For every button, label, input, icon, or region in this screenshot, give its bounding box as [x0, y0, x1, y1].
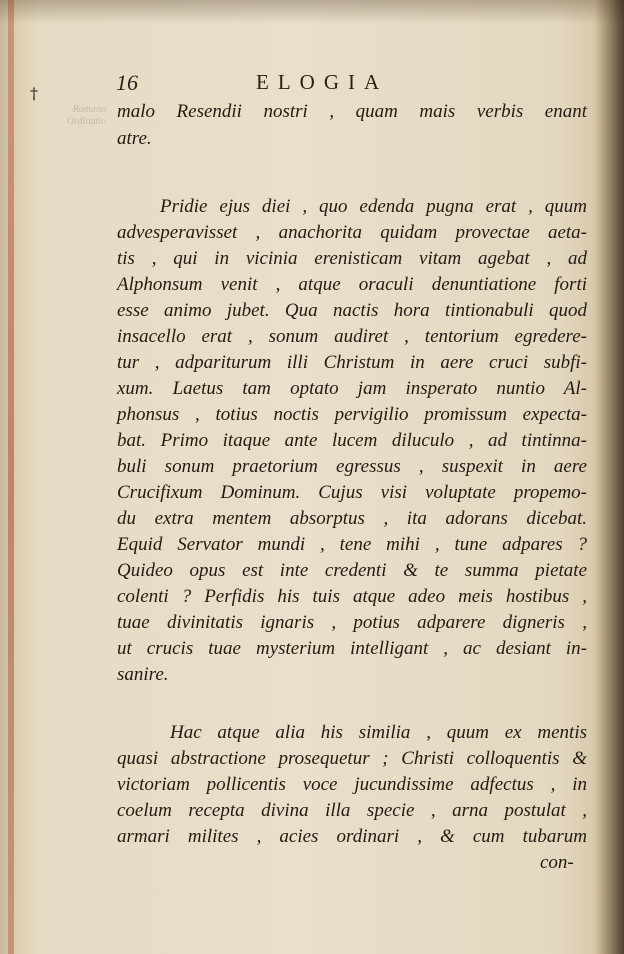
text-line: Equid Servator mundi , tene mihi , tune adpares ? — [117, 534, 587, 555]
page-top-shadow — [0, 0, 624, 24]
text-line: Alphonsum venit , atque oraculi denuntiatione forti — [117, 274, 587, 295]
text-line: xum. Laetus tam optato jam insperato nuntio Al- — [117, 378, 587, 399]
text-line: esse animo jubet. Qua nactis hora tintionabuli quod — [117, 300, 587, 321]
text-line: Crucifixum Dominum. Cujus visi voluptate propemo- — [117, 482, 587, 503]
running-head: ELOGIA — [256, 70, 389, 94]
binding-shadow — [594, 0, 624, 954]
page-number: 16 — [116, 70, 138, 95]
margin-mark: † — [30, 84, 38, 103]
text-line: phonsus , totius noctis pervigilio promissum expecta- — [117, 404, 587, 425]
text-line: advesperavisset , anachorita quidam provectae aeta- — [117, 222, 587, 243]
catchword: con- — [540, 852, 574, 873]
text-line: armari milites , acies ordinari , & cum tubarum — [117, 826, 587, 847]
text-line: du extra mentem absorptus , ita adorans dicebat. — [117, 508, 587, 529]
text-line: colenti ? Perfidis his tuis atque adeo meis hostibus , — [117, 586, 587, 607]
text-line: tis , qui in vicinia erenisticam vitam agebat , ad — [117, 248, 587, 269]
text-line: buli sonum praetorium egressus , suspexit in aere — [117, 456, 587, 477]
ghost-margin-line: Romano — [72, 104, 106, 115]
show-through-margin-note — [26, 104, 106, 128]
text-line: sanire. — [117, 664, 169, 685]
text-line: quasi abstractione prosequetur ; Christi colloquentis & — [117, 748, 587, 769]
ghost-margin-line: Ordinatio — [66, 116, 106, 127]
paragraph-first-line: Hac atque alia his similia , quum ex mentis — [170, 722, 587, 743]
text-line: victoriam pollicentis voce jucundissime adfectus , in — [117, 774, 587, 795]
text-line: coelum recepta divina illa specie , arna postulat , — [117, 800, 587, 821]
paragraph-first-line: Pridie ejus diei , quo edenda pugna erat , quum — [160, 196, 587, 217]
page-header — [116, 70, 586, 98]
text-line: insacello erat , sonum audiret , tentorium egredere- — [117, 326, 587, 347]
text-line: malo Resendii nostri , quam mais verbis enant — [117, 101, 587, 122]
text-line: atre. — [117, 128, 152, 149]
text-line: ut crucis tuae mysterium intelligant , ac desiant in- — [117, 638, 587, 659]
text-line: tur , adpariturum illi Christum in aere cruci subfi- — [117, 352, 587, 373]
text-line: bat. Primo itaque ante lucem diluculo , ad tintinna- — [117, 430, 587, 451]
text-line: tuae divinitatis ignaris , potius adparere digneris , — [117, 612, 587, 633]
page-edge-stain — [8, 0, 14, 954]
text-line: Quideo opus est inte credenti & te summa pietate — [117, 560, 587, 581]
